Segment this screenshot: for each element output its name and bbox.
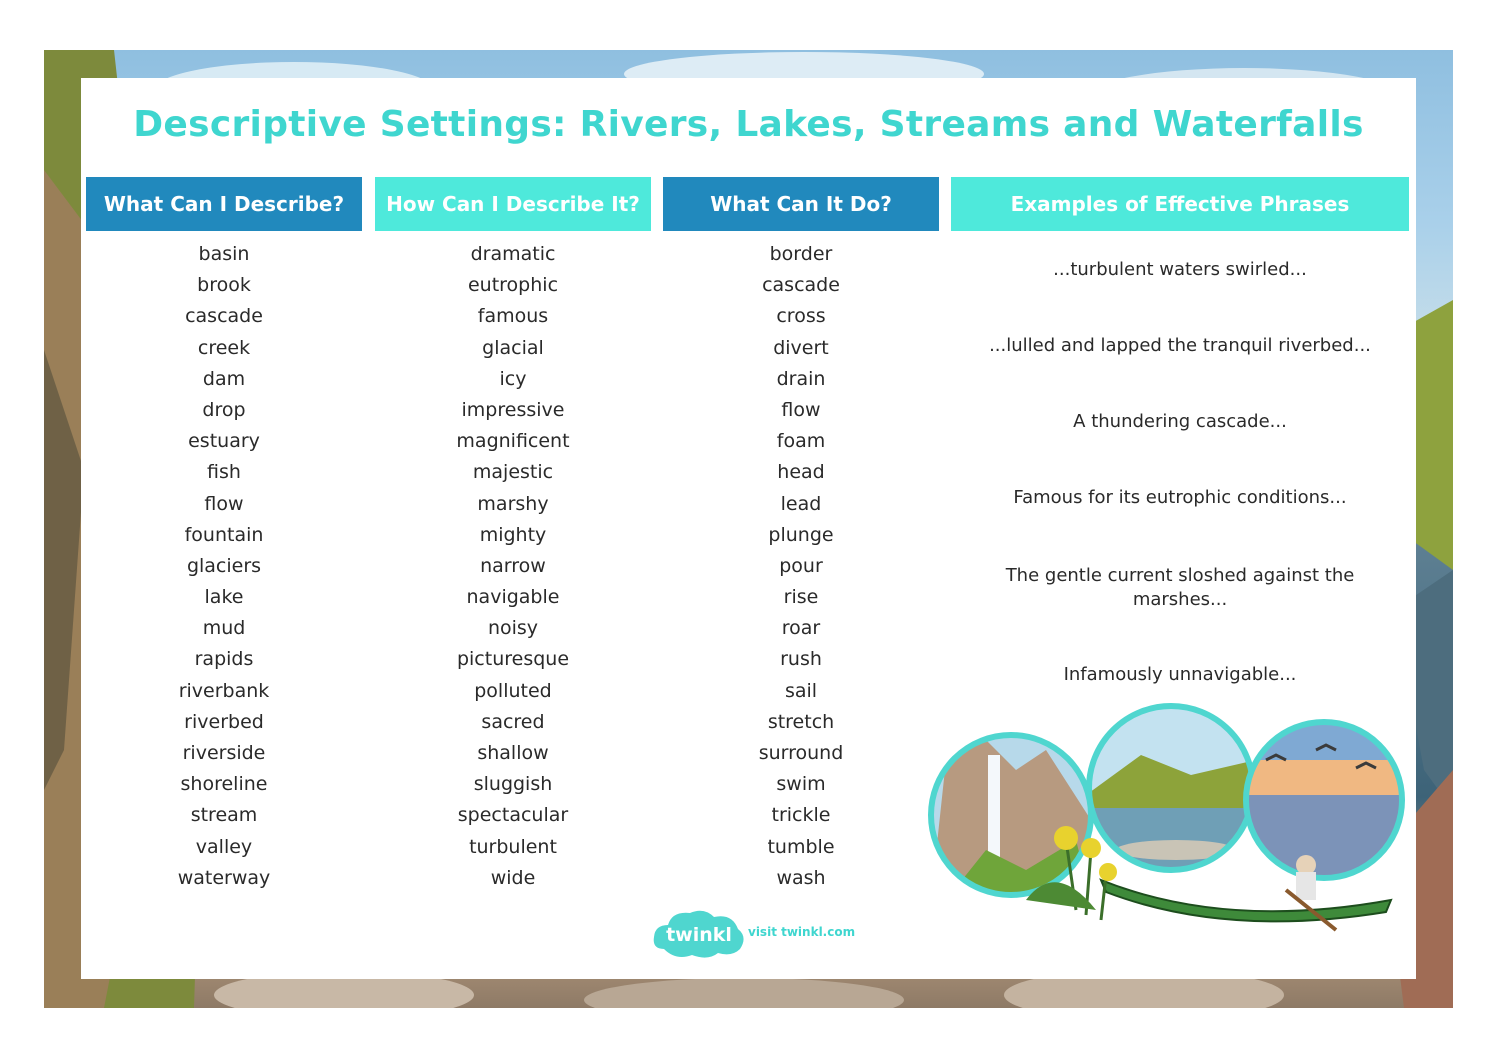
phrase-item: Famous for its eutrophic conditions... [1013,487,1347,508]
noun-item: dam [202,367,246,390]
verb-item: head [777,461,825,484]
header-what-can-it-do: What Can It Do? [663,177,939,231]
phrase-item: ...lulled and lapped the tranquil riverbed... [989,335,1371,356]
noun-item: waterway [177,866,271,889]
adjective-item: shallow [477,742,549,764]
verb-item: foam [776,430,826,453]
noun-item: stream [190,804,258,827]
adjective-item: eutrophic [467,274,559,297]
noun-item: cascade [185,305,263,328]
adjective-item: impressive [461,398,565,421]
noun-item: brook [197,274,251,297]
noun-item: valley [195,835,253,858]
noun-item: lake [204,586,244,609]
header-how-can-i-describe: How Can I Describe It? [375,177,651,231]
scene-illustrations [926,700,1411,949]
verb-item: tumble [767,835,835,858]
verb-item: lead [780,492,822,515]
adjective-item: turbulent [469,835,557,858]
verb-item: stretch [767,710,835,733]
noun-item: rapids [194,648,254,671]
phrase-item: ...turbulent waters swirled... [1053,259,1307,280]
noun-item: creek [197,336,251,359]
twinkl-logo-text: twinkl [666,924,732,946]
noun-item: glaciers [186,554,262,577]
verb-item: roar [781,617,821,640]
verb-item: border [769,243,833,265]
adjective-item: mighty [479,523,547,546]
noun-item: riverbed [184,710,264,733]
noun-item: riverside [182,742,266,764]
noun-item: shoreline [180,773,268,796]
verb-item: plunge [768,523,834,546]
noun-item: drop [202,398,246,421]
adjective-item: narrow [480,554,546,577]
twinkl-logo [652,907,747,965]
header-what-can-i-describe: What Can I Describe? [86,177,362,231]
adjective-item: glacial [482,336,544,359]
verb-item: drain [776,367,826,390]
noun-item: fountain [184,523,264,546]
adjective-item: noisy [487,617,539,640]
verb-item: pour [779,554,823,577]
adjectives-list [375,239,651,894]
nouns-list [86,239,362,894]
visit-link[interactable]: visit twinkl.com [748,925,856,939]
adjective-item: navigable [466,586,560,609]
verb-item: divert [773,336,829,359]
verb-item: swim [776,773,826,796]
page-title: Descriptive Settings: Rivers, Lakes, Streams and Waterfalls [133,104,1364,145]
adjective-item: sacred [481,710,545,733]
noun-item: flow [204,492,244,515]
adjective-item: icy [499,367,527,390]
adjective-item: majestic [472,461,554,484]
phrase-item: The gentle current sloshed against the marshes... [1005,565,1355,610]
verb-item: rise [783,586,819,609]
adjective-item: dramatic [470,243,556,265]
verb-item: flow [781,398,821,421]
verb-item: sail [784,679,818,702]
noun-item: fish [207,461,241,484]
adjective-item: wide [490,866,536,889]
header-effective-phrases: Examples of Effective Phrases [951,177,1409,231]
noun-item: basin [198,243,250,265]
adjective-item: sluggish [473,773,553,796]
noun-item: riverbank [178,679,270,702]
verb-item: surround [758,742,844,764]
adjective-item: picturesque [456,648,570,671]
phrase-item: Infamously unnavigable... [1063,664,1297,685]
adjective-item: magnificent [456,430,570,453]
verb-item: rush [780,648,822,671]
adjective-item: polluted [474,679,552,702]
adjective-item: famous [477,305,549,328]
noun-item: estuary [188,430,260,453]
phrase-item: A thundering cascade... [1073,411,1287,432]
adjective-item: marshy [477,492,549,515]
adjective-item: spectacular [457,804,569,827]
noun-item: mud [202,617,246,640]
verb-item: trickle [771,804,831,827]
verb-item: wash [776,866,826,889]
verbs-list [663,239,939,894]
verb-item: cascade [762,274,840,297]
verb-item: cross [776,305,826,328]
